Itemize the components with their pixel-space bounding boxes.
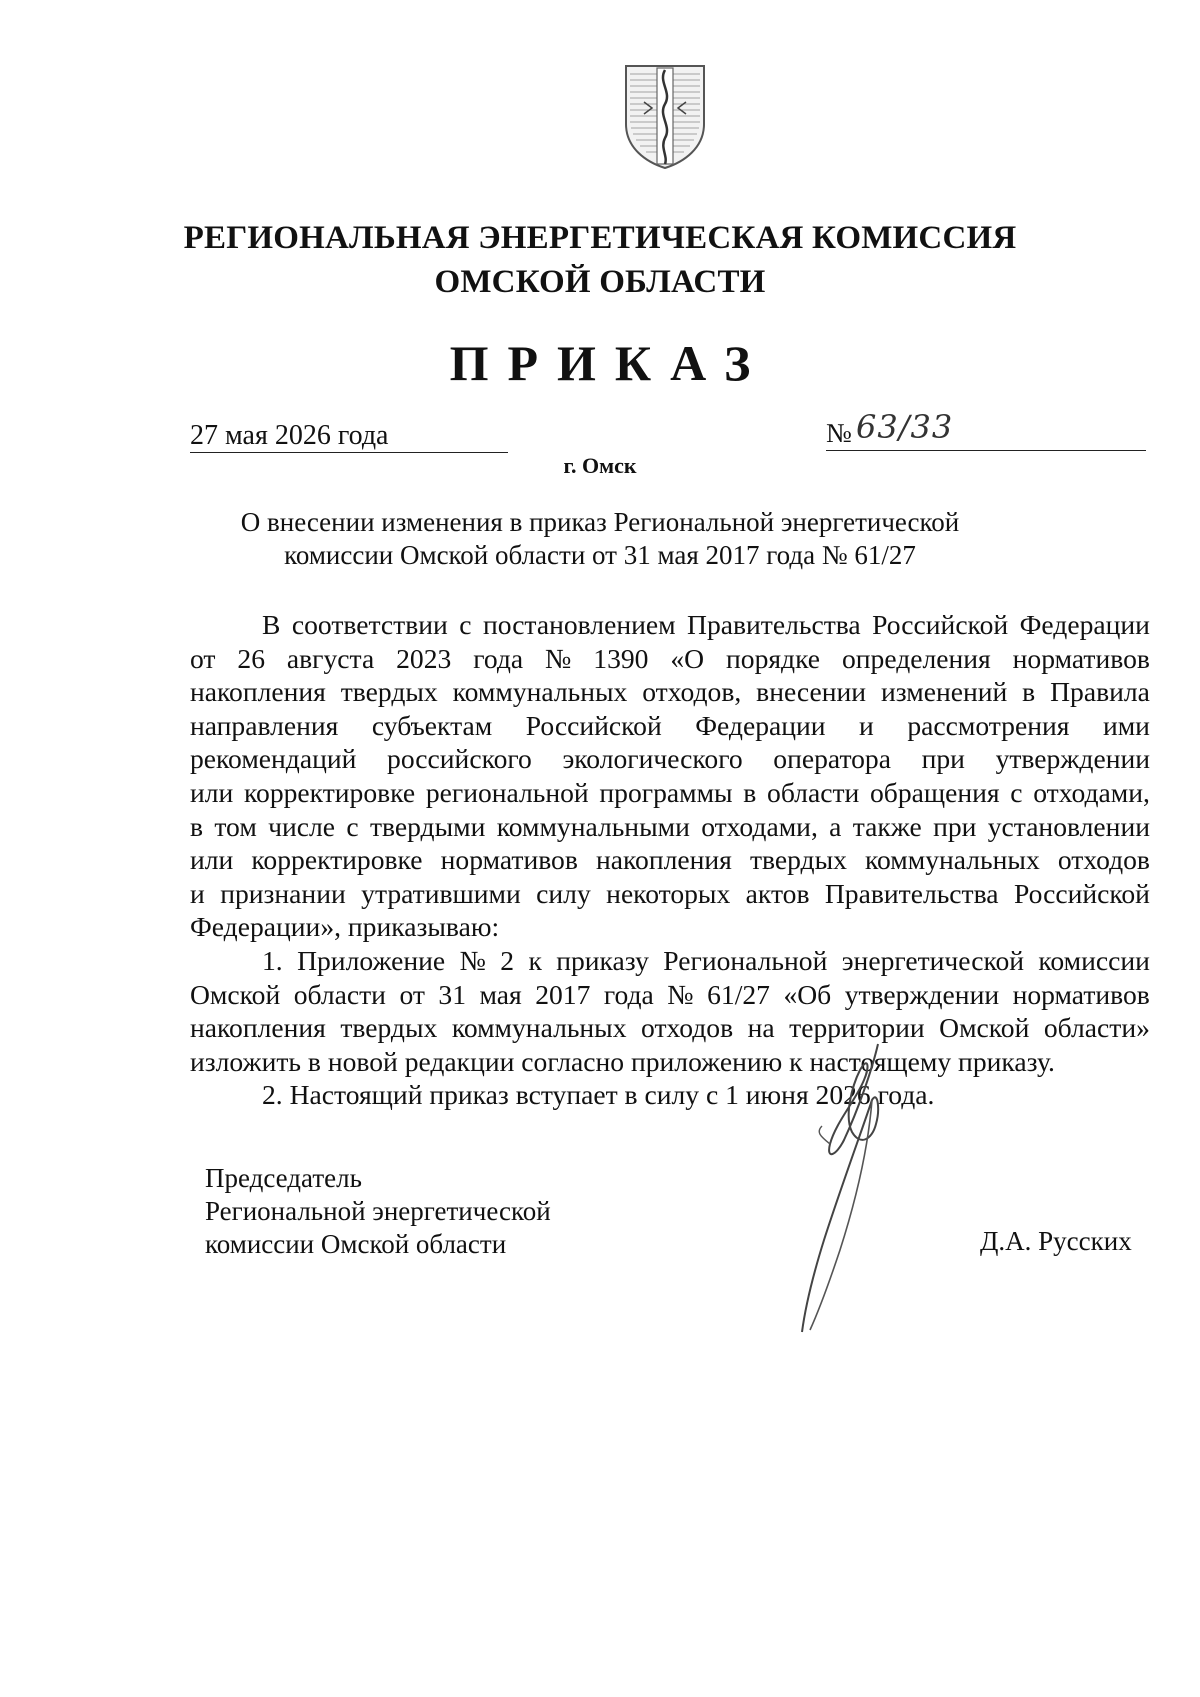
body-line: 1. Приложение № 2 к приказу Региональной энергетической комиссии <box>262 944 1150 976</box>
body-line: в том числе с твердыми коммунальными отходами, а также при установлении <box>190 810 1150 842</box>
body-line: или корректировке нормативов накопления твердых коммунальных отходов <box>190 844 1150 876</box>
body-line: рекомендаций российского экологического оператора при утверждении <box>190 743 1150 775</box>
body-line: и признании утратившими силу некоторых актов Правительства Российской <box>190 877 1150 909</box>
coat-of-arms-emblem <box>622 62 708 172</box>
body-line: изложить в новой редакции согласно приложению к настоящему приказу. <box>190 1045 1055 1077</box>
organization-name-line1: РЕГИОНАЛЬНАЯ ЭНЕРГЕТИЧЕСКАЯ КОМИССИЯ <box>183 220 1017 256</box>
signatory-name: Д.А. Русских <box>980 1226 1132 1256</box>
body-line: накопления твердых коммунальных отходов на территории Омской области» <box>190 1012 1150 1044</box>
body-line: Федерации», приказываю: <box>190 911 500 943</box>
body-line: Омской области от 31 мая 2017 года № 61/27 «Об утверждении нормативов <box>190 978 1150 1010</box>
body-line: или корректировке региональной программы в области обращения с отходами, <box>190 776 1150 808</box>
document-number-handwritten: 63/33 <box>856 408 954 446</box>
document-type-title: ПРИКАЗ <box>449 335 770 391</box>
number-underline <box>826 450 1146 451</box>
document-date: 27 мая 2026 года <box>190 420 389 451</box>
document-body <box>190 608 1150 1112</box>
signatory-title-line: Председатель <box>205 1163 362 1193</box>
body-line: 2. Настоящий приказ вступает в силу с 1 июня 2026 года. <box>262 1079 935 1111</box>
subject-line: О внесении изменения в приказ Региональной энергетической <box>240 507 960 537</box>
signatory-title-line: комиссии Омской области <box>205 1229 507 1259</box>
number-sign: № <box>826 418 852 448</box>
document-subject <box>0 506 1200 572</box>
body-line: накопления твердых коммунальных отходов, внесении изменений в Правила <box>190 676 1150 708</box>
body-line: от 26 августа 2023 года № 1390 «О порядке определения нормативов <box>190 642 1150 674</box>
subject-line: комиссии Омской области от 31 мая 2017 года № 61/27 <box>284 540 916 570</box>
body-line: В соответствии с постановлением Правительства Российской Федерации <box>262 609 1150 640</box>
body-line: направления субъектам Российской Федерации и рассмотрения ими <box>190 709 1150 741</box>
signatory-title-line: Региональной энергетической <box>205 1196 551 1226</box>
organization-name-line2: ОМСКОЙ ОБЛАСТИ <box>434 264 766 300</box>
signatory-title <box>205 1162 551 1261</box>
handwritten-signature <box>760 1040 920 1340</box>
document-city: г. Омск <box>563 453 637 478</box>
